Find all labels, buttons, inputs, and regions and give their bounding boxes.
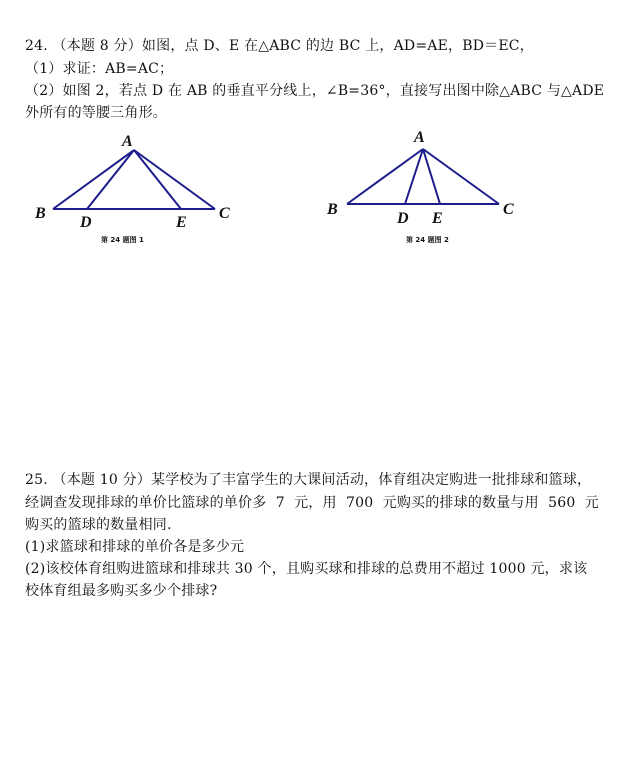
q25-line-5: (2)该校体育组购进篮球和排球共 30 个，且购买球和排球的总费用不超过 1000 元，求该 [25, 561, 588, 577]
fig1-label-b: B [35, 205, 46, 222]
fig2-caption: 第 24 题图 2 [406, 236, 449, 244]
segment-ac [423, 149, 499, 204]
fig2-label-c: C [503, 201, 514, 218]
fig2-label-d: D [397, 210, 409, 227]
fig2-label-a: A [414, 129, 425, 146]
segment-ab [347, 149, 423, 204]
q25-line-3: 购买的篮球的数量相同. [25, 517, 172, 533]
q24-line-3: （2）如图 2，若点 D 在 AB 的垂直平分线上，∠B=36°，直接写出图中除△ABC 与△ADE [25, 83, 605, 99]
q25-line-2: 经调查发现排球的单价比篮球的单价多 7 元，用 700 元购买的排球的数量与用 560 元 [25, 495, 599, 511]
segment-ae [423, 149, 440, 204]
q24-figures [0, 0, 629, 260]
fig1-label-d: D [80, 214, 92, 231]
q24-line-1: 24. （本题 8 分）如图，点 D、E 在△ABC 的边 BC 上，AD=AE，BD＝EC， [25, 38, 534, 54]
q25-line-1: 25. （本题 10 分）某学校为了丰富学生的大课间活动，体育组决定购进一批排球和篮球， [25, 472, 592, 488]
fig1-caption: 第 24 题图 1 [101, 236, 144, 244]
fig2-label-b: B [327, 201, 338, 218]
fig1-label-c: C [219, 205, 230, 222]
figure-1 [53, 150, 215, 209]
q25-line-4: (1)求篮球和排球的单价各是多少元 [25, 539, 245, 555]
q24-line-2: （1）求证：AB=AC； [25, 61, 174, 77]
fig1-label-e: E [176, 214, 187, 231]
segment-ad [405, 149, 423, 204]
q25-line-6: 校体育组最多购买多少个排球? [25, 583, 218, 599]
figure-2 [347, 149, 499, 204]
q24-line-4: 外所有的等腰三角形。 [25, 105, 167, 121]
fig1-label-a: A [122, 133, 133, 150]
fig2-label-e: E [432, 210, 443, 227]
